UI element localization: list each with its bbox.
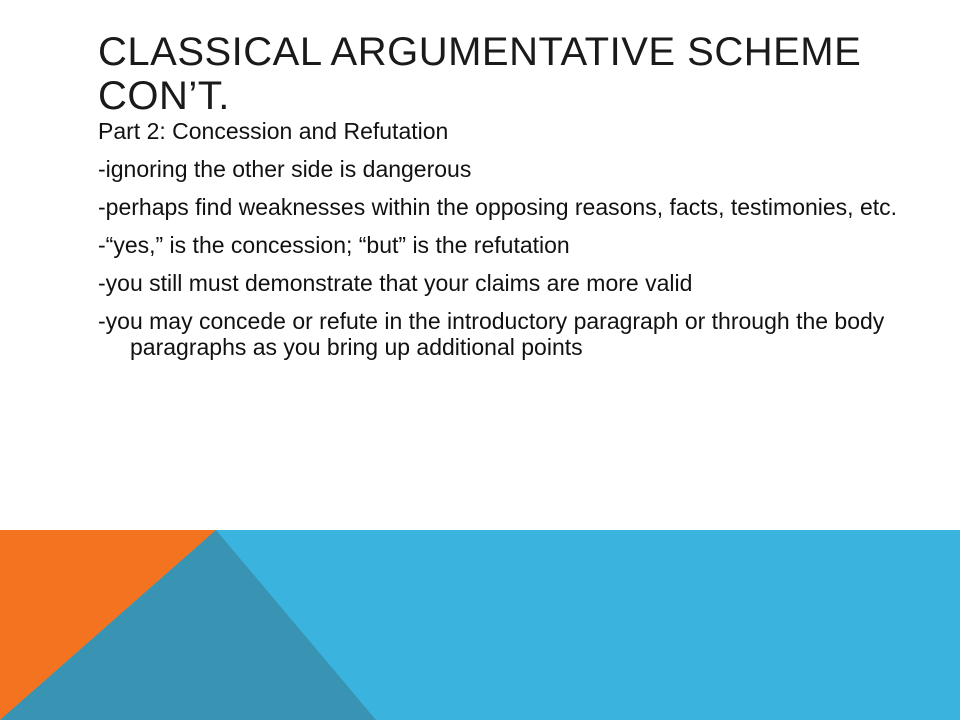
slide-body bbox=[98, 118, 898, 372]
decorative-footer-shapes bbox=[0, 530, 960, 720]
body-paragraph: -you still must demonstrate that your claims are more valid bbox=[98, 270, 693, 296]
body-paragraph: -perhaps find weaknesses within the opposing reasons, facts, testimonies, etc. bbox=[98, 194, 898, 220]
body-paragraph: -you may concede or refute in the introductory paragraph or through the body paragraphs as you bring up additional points bbox=[98, 308, 885, 360]
slide-title bbox=[98, 30, 918, 118]
body-paragraph: -“yes,” is the concession; “but” is the refutation bbox=[98, 232, 570, 258]
slide-title-line-1: CLASSICAL ARGUMENTATIVE SCHEME bbox=[98, 30, 862, 74]
slide-title-line-2: CON’T. bbox=[98, 74, 230, 118]
body-paragraph: -ignoring the other side is dangerous bbox=[98, 156, 472, 182]
body-paragraph-subheading: Part 2: Concession and Refutation bbox=[98, 118, 449, 144]
